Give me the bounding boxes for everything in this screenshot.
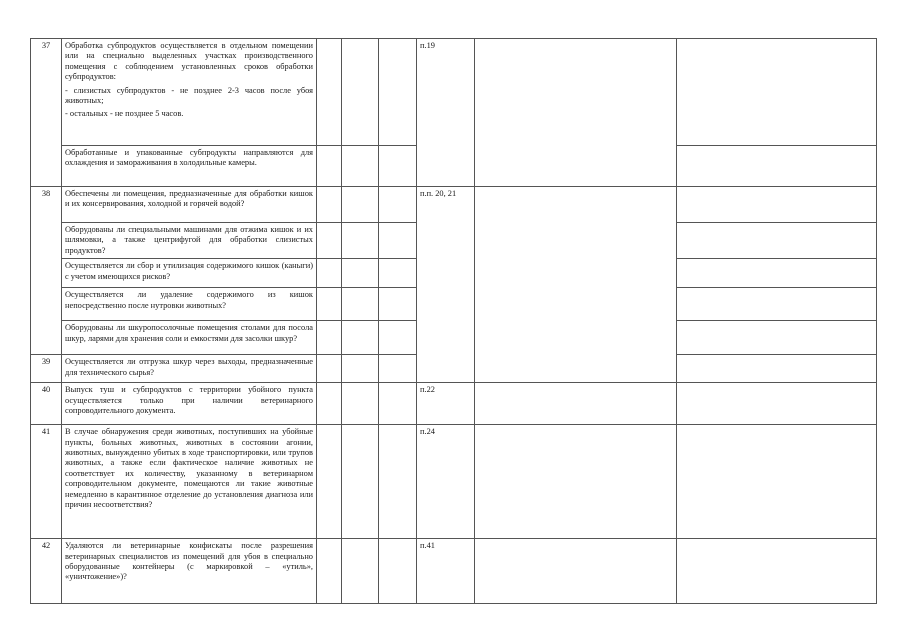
answer-cell xyxy=(342,187,379,223)
answer-cell xyxy=(379,288,417,321)
answer-cell xyxy=(379,383,417,425)
table-row xyxy=(31,187,877,223)
answer-cell xyxy=(317,355,342,383)
requirement-paragraph: Осуществляется ли отгрузка шкур через выходы, предназначенные для технического сырья? xyxy=(65,357,313,377)
notes-cell xyxy=(475,425,677,539)
answer-cell xyxy=(317,146,342,187)
table-row xyxy=(31,383,877,425)
answer-cell xyxy=(317,383,342,425)
requirement-paragraph: Удаляются ли ветеринарные конфискаты после разрешения ветеринарных специалистов из помещений для убоя в специально оборудованные контейнеры (с маркировкой – «утиль», «уничтожение»)? xyxy=(65,541,313,582)
remarks-cell xyxy=(677,223,877,259)
requirement-paragraph: Выпуск туш и субпродуктов с территории убойного пункта осуществляется только при наличии ветеринарного сопроводительного документа. xyxy=(65,385,313,416)
remarks-cell xyxy=(677,259,877,288)
legal-reference: п.24 xyxy=(417,425,475,539)
legal-reference: п.19 xyxy=(417,39,475,187)
answer-cell xyxy=(342,383,379,425)
answer-cell xyxy=(342,39,379,146)
legal-reference: п.22 xyxy=(417,383,475,425)
answer-cell xyxy=(342,539,379,604)
answer-cell xyxy=(379,355,417,383)
requirement-paragraph: Обработка субпродуктов осуществляется в отдельном помещении или на специально выделенных участках производственного помещения с соблюдением установленных сроков обработки субпродуктов: xyxy=(65,41,313,82)
answer-cell xyxy=(342,146,379,187)
requirement-text xyxy=(62,259,317,288)
requirement-text xyxy=(62,321,317,355)
legal-reference: п.41 xyxy=(417,539,475,604)
requirement-paragraph: Осуществляется ли сбор и утилизация содержимого кишок (каныги) с учетом имеющихся рисков? xyxy=(65,261,313,281)
requirement-paragraph: Обеспечены ли помещения, предназначенные для обработки кишок и их консервирования, холодной и горячей водой? xyxy=(65,189,313,209)
row-number: 38 xyxy=(31,187,62,355)
requirement-paragraph: - остальных - не позднее 5 часов. xyxy=(65,109,184,119)
row-number: 42 xyxy=(31,539,62,604)
notes-cell xyxy=(475,39,677,187)
answer-cell xyxy=(317,539,342,604)
requirement-text xyxy=(62,146,317,187)
row-number: 37 xyxy=(31,39,62,187)
answer-cell xyxy=(342,425,379,539)
remarks-cell xyxy=(677,425,877,539)
answer-cell xyxy=(379,539,417,604)
answer-cell xyxy=(379,223,417,259)
answer-cell xyxy=(342,259,379,288)
notes-cell xyxy=(475,187,677,383)
answer-cell xyxy=(342,288,379,321)
checklist-table xyxy=(30,38,877,604)
answer-cell xyxy=(379,187,417,223)
legal-reference: п.п. 20, 21 xyxy=(417,187,475,383)
requirement-text xyxy=(62,425,317,539)
remarks-cell xyxy=(677,383,877,425)
table-row xyxy=(31,539,877,604)
requirement-text xyxy=(62,355,317,383)
checklist-page xyxy=(30,38,877,604)
notes-cell xyxy=(475,383,677,425)
answer-cell xyxy=(342,355,379,383)
remarks-cell xyxy=(677,146,877,187)
answer-cell xyxy=(317,39,342,146)
table-row xyxy=(31,39,877,146)
requirement-text xyxy=(62,539,317,604)
remarks-cell xyxy=(677,321,877,355)
requirement-paragraph: Оборудованы ли шкуропосолочные помещения столами для посола шкур, ларями для хранения соли и емкостями для засолки шкур? xyxy=(65,323,313,343)
answer-cell xyxy=(317,321,342,355)
requirement-paragraph: Обработанные и упакованные субпродукты направляются для охлаждения и замораживания в холодильные камеры. xyxy=(65,148,313,168)
requirement-text xyxy=(62,383,317,425)
requirement-paragraph: - слизистых субпродуктов - не позднее 2-3 часов после убоя животных; xyxy=(65,85,313,106)
requirement-text xyxy=(62,187,317,223)
row-number: 40 xyxy=(31,383,62,425)
remarks-cell xyxy=(677,187,877,223)
answer-cell xyxy=(317,223,342,259)
row-number: 39 xyxy=(31,355,62,383)
remarks-cell xyxy=(677,39,877,146)
answer-cell xyxy=(379,259,417,288)
answer-cell xyxy=(379,321,417,355)
answer-cell xyxy=(342,223,379,259)
remarks-cell xyxy=(677,355,877,383)
requirement-paragraph: Осуществляется ли удаление содержимого из кишок непосредственно после нутровки животных? xyxy=(65,290,313,310)
requirement-text xyxy=(62,223,317,259)
row-number: 41 xyxy=(31,425,62,539)
answer-cell xyxy=(317,259,342,288)
answer-cell xyxy=(379,425,417,539)
answer-cell xyxy=(317,288,342,321)
requirement-paragraph: Оборудованы ли специальными машинами для отжима кишок и их шлямовки, а также центрифугой для обработки слизистых продуктов? xyxy=(65,225,313,255)
remarks-cell xyxy=(677,539,877,604)
answer-cell xyxy=(342,321,379,355)
answer-cell xyxy=(317,425,342,539)
requirement-text xyxy=(62,39,317,146)
answer-cell xyxy=(379,39,417,146)
remarks-cell xyxy=(677,288,877,321)
table-row xyxy=(31,425,877,539)
answer-cell xyxy=(317,187,342,223)
notes-cell xyxy=(475,539,677,604)
requirement-paragraph: В случае обнаружения среди животных, поступивших на убойные пункты, больных животных, животных в состоянии агонии, животных, вынужденно убитых в ходе транспортировки, или трупов животных, а также если фактическое наличие животных не соответствует их количеству, указанному в ветеринарном сопроводительном документе, помещаются ли такие животные немедленно в карантинное отделение до установления диагноза или причин несоответствия? xyxy=(65,427,313,510)
answer-cell xyxy=(379,146,417,187)
requirement-text xyxy=(62,288,317,321)
